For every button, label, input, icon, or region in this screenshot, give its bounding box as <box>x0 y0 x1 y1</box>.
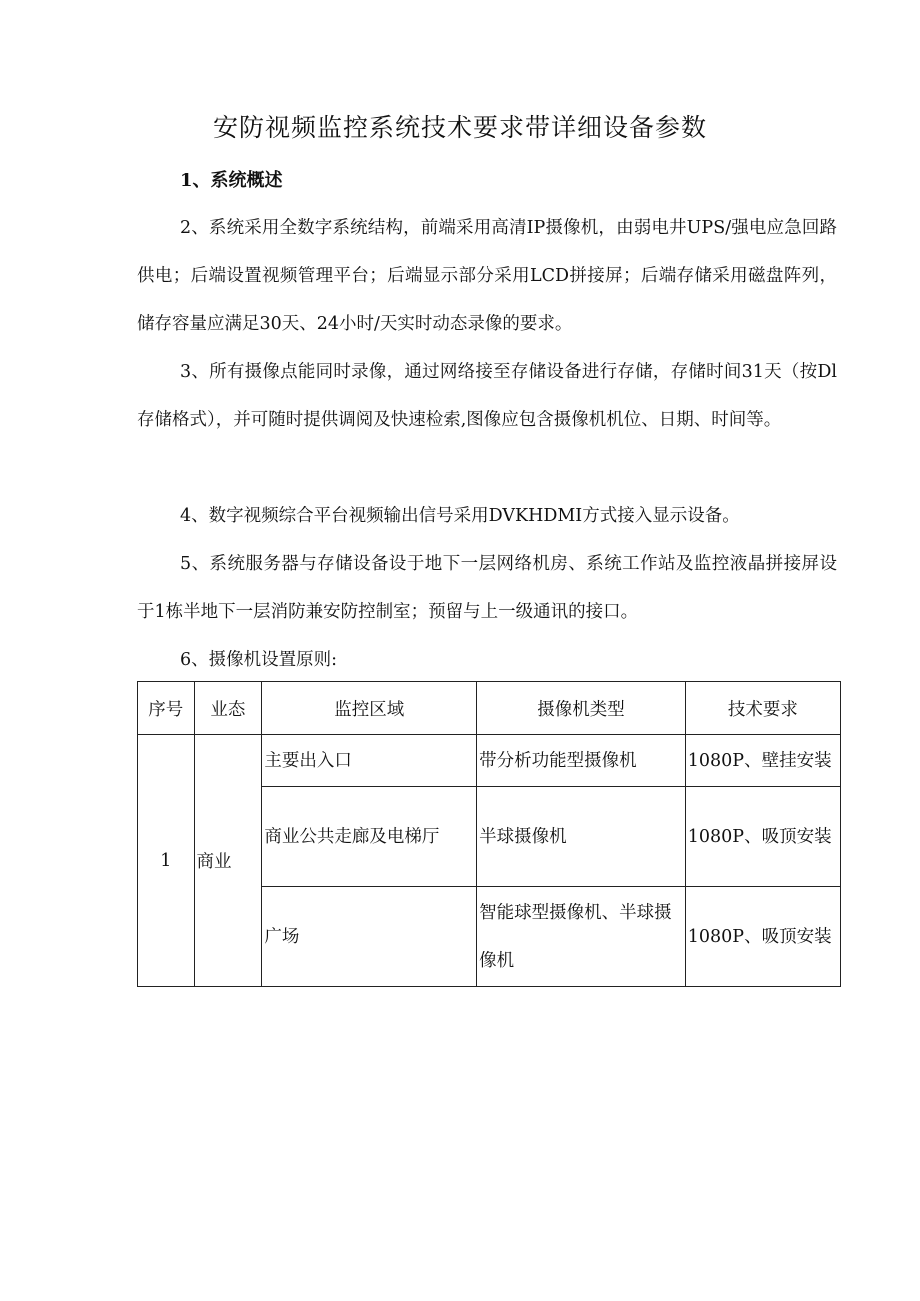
header-cell: 监控区域 <box>262 682 477 735</box>
header-cell: 业态 <box>194 682 262 735</box>
document-title: 安防视频监控系统技术要求带详细设备参数 <box>212 113 707 142</box>
requirement-cell: 1080P、吸顶安装 <box>685 887 840 987</box>
requirement-cell: 1080P、壁挂安装 <box>685 735 840 787</box>
paragraph-5: 5、系统服务器与存储设备设于地下一层网络机房、系统工作站及监控液晶拼接屏设于1栋半地下一层消防兼安防控制室；预留与上一级通讯的接口。 <box>137 554 837 622</box>
camera-setup-table <box>137 681 841 987</box>
paragraph-6: 6、摄像机设置原则: <box>180 650 338 670</box>
type-cell: 带分析功能型摄像机 <box>477 735 686 787</box>
header-cell: 摄像机类型 <box>477 682 686 735</box>
paragraph-3: 3、所有摄像点能同时录像，通过网络接至存储设备进行存储，存储时间31天（按Dl存储格式），并可随时提供调阅及快速检索,图像应包含摄像机机位、日期、时间等。 <box>137 362 837 430</box>
header-cell: 序号 <box>138 682 195 735</box>
requirement-cell: 1080P、吸顶安装 <box>685 787 840 887</box>
paragraph-2: 2、系统采用全数字系统结构，前端采用高清IP摄像机，由弱电井UPS/强电应急回路供电；后端设置视频管理平台；后端显示部分采用LCD拼接屏；后端存储采用磁盘阵列，储存容量应满足30天、24小时/天实时动态录像的要求。 <box>137 218 837 334</box>
section-heading: 1、系统概述 <box>180 170 283 191</box>
area-cell: 主要出入口 <box>262 735 477 787</box>
table-header-row <box>138 682 841 735</box>
row-number-cell: 1 <box>138 735 195 987</box>
table-row <box>138 735 841 787</box>
header-cell: 技术要求 <box>685 682 840 735</box>
type-cell: 智能球型摄像机、半球摄像机 <box>477 887 686 987</box>
area-cell: 商业公共走廊及电梯厅 <box>262 787 477 887</box>
business-cell: 商业 <box>194 735 262 987</box>
area-cell: 广场 <box>262 887 477 987</box>
type-cell: 半球摄像机 <box>477 787 686 887</box>
paragraph-4: 4、数字视频综合平台视频输出信号采用DVKHDMI方式接入显示设备。 <box>180 506 740 526</box>
